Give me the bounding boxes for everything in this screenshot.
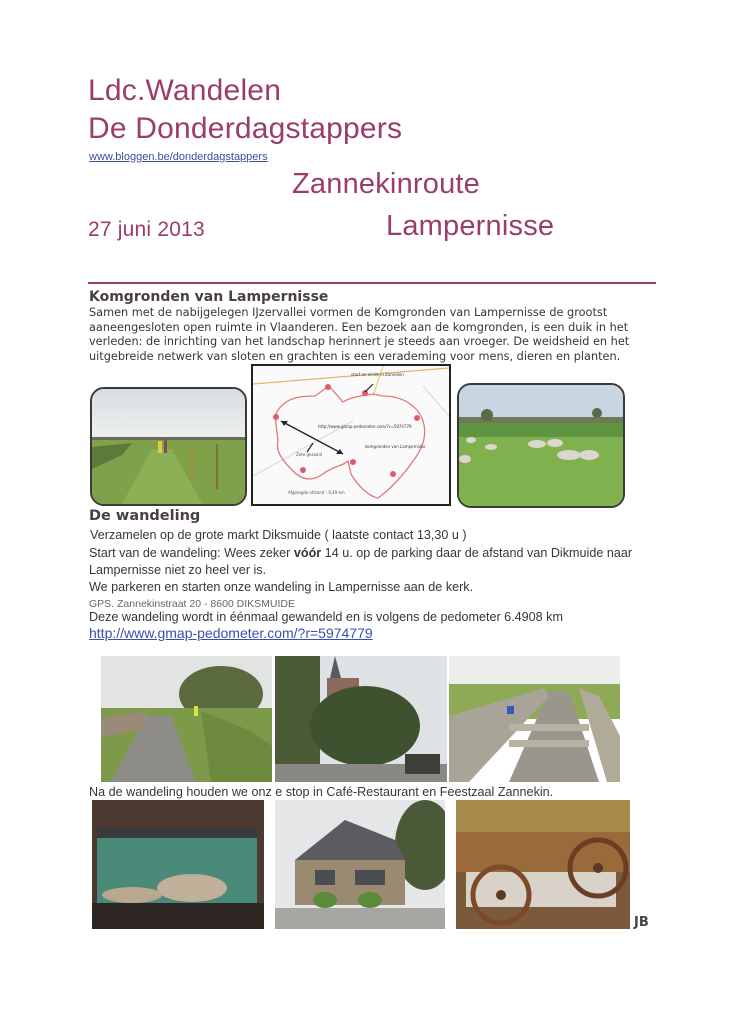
map-label-start: start en einde in Zannekin — [351, 372, 404, 377]
map-label-url: http://www.gmap-pedometer.com/?r=5974779 — [318, 424, 412, 429]
section-heading-komgronden: Komgronden van Lampernisse — [89, 289, 329, 305]
section-heading-wandeling: De wandeling — [89, 508, 201, 524]
gps-address: GPS. Zannekinstraat 20 - 8600 DIKSMUIDE — [89, 598, 296, 610]
church-street-photo — [275, 656, 447, 782]
start-text-bold: vóór — [293, 546, 322, 560]
distance-note: Lampernisse niet zo heel ver is. — [89, 563, 267, 577]
map-label-note: Zete gezaaid — [296, 452, 323, 457]
route-title: Zannekinroute — [292, 168, 480, 200]
wooden-bridge-photo — [449, 656, 620, 782]
map-label-distance: Afgelegde afstand : 6,49 km — [288, 490, 345, 495]
intro-line: uitgebreide netwerk van sloten en grachten is een verademing voor mens, dieren en planten. — [89, 349, 621, 363]
pedometer-link[interactable]: http://www.gmap-pedometer.com/?r=5974779 — [89, 625, 373, 641]
pedometer-text: Deze wandeling wordt in éénmaal gewandeld en is volgens de pedometer 6.4908 km — [89, 610, 563, 624]
intro-line: aaneengesloten open ruimte in Vlaanderen. Een bezoek aan de komgronden, is een duik in het — [89, 320, 629, 334]
intro-line: Samen met de nabijgelegen IJzervallei vormen de Komgronden van Lampernisse de grootst — [89, 306, 608, 319]
blog-link[interactable]: www.bloggen.be/donderdagstappers — [89, 151, 268, 163]
sheep-meadow-photo — [457, 383, 625, 508]
start-text-post: 14 u. op de parking daar de afstand van Dikmuide naar — [321, 546, 633, 560]
start-text — [89, 546, 632, 560]
intro-line: verleden: de inrichting van het landschap herinnert je steeds aan vroeger. De weidsheid en het — [89, 335, 630, 348]
author-signature: JB — [634, 915, 649, 930]
cafe-restaurant-photo — [275, 800, 445, 929]
dike-path-photo — [101, 656, 272, 782]
walk-date: 27 juni 2013 — [88, 218, 205, 241]
aquarium-photo — [92, 800, 264, 929]
grass-path-photo — [90, 387, 247, 506]
intro-paragraph — [89, 306, 649, 364]
club-title: Ldc.Wandelen — [88, 74, 282, 107]
header-divider — [88, 282, 656, 284]
start-text-pre: Start van de wandeling: Wees zeker — [89, 546, 294, 560]
group-title: De Donderdagstappers — [88, 112, 403, 145]
place-title: Lampernisse — [386, 210, 555, 242]
restaurant-caption: Na de wandeling houden we onz e stop in Café-Restaurant en Feestzaal Zannekin. — [89, 785, 554, 799]
parking-text: We parkeren en starten onze wandeling in Lampernisse aan de kerk. — [89, 580, 474, 594]
route-map — [251, 364, 451, 506]
map-label-area: komgronden van Lampernisse — [365, 444, 426, 449]
gathering-text: Verzamelen op de grote markt Diksmuide ( laatste contact 13,30 u ) — [90, 528, 467, 542]
wagon-bar-photo — [456, 800, 630, 929]
